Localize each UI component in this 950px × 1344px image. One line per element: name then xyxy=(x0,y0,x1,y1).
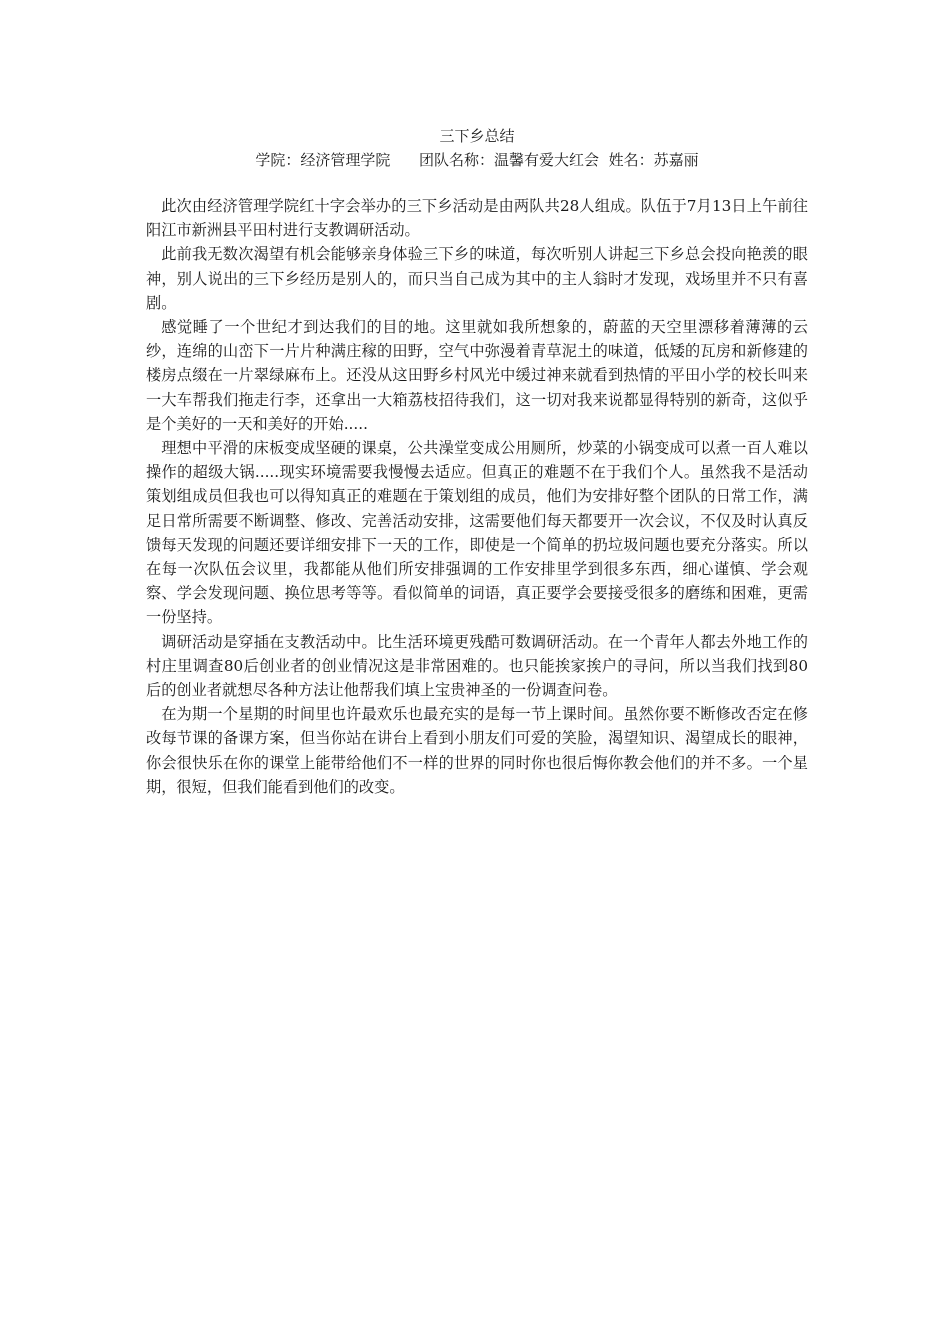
paragraph-5: 调研活动是穿插在支教活动中。比生活环境更残酷可数调研活动。在一个青年人都去外地工作的村庄里调查80后创业者的创业情况这是非常困难的。也只能挨家挨户的寻问，所以当我们找到80后的创业者就想尽各种方法让他帮我们填上宝贵神圣的一份调查问卷。 xyxy=(146,632,808,700)
paragraph-3: 感觉睡了一个世纪才到达我们的目的地。这里就如我所想象的，蔚蓝的天空里漂移着薄薄的云纱，连绵的山峦下一片片种满庄稼的田野，空气中弥漫着青草泥土的味道，低矮的瓦房和新修建的楼房点缀在一片翠绿麻布上。还没从这田野乡村风光中缓过神来就看到热情的平田小学的校长叫来一大车帮我们拖走行李，还拿出一大箱荔枝招待我们，这一切对我来说都显得特别的新奇，这似乎是个美好的一天和美好的开始..... xyxy=(146,318,808,433)
document-meta: 学院：经济管理学院 团队名称：温馨有爱大红会 姓名：苏嘉丽 xyxy=(255,151,699,169)
document-title: 三下乡总结 xyxy=(439,127,515,145)
paragraph-2: 此前我无数次渴望有机会能够亲身体验三下乡的味道，每次听别人讲起三下乡总会投向艳羡的眼神，别人说出的三下乡经历是别人的，而只当自己成为其中的主人翁时才发现，戏场里并不只有喜剧。 xyxy=(146,245,808,312)
document-page xyxy=(146,124,808,799)
paragraph-1: 此次由经济管理学院红十字会举办的三下乡活动是由两队共28人组成。队伍于7月13日上午前往阳江市新洲县平田村进行支教调研活动。 xyxy=(146,197,808,240)
paragraph-4: 理想中平滑的床板变成坚硬的课桌，公共澡堂变成公用厕所，炒菜的小锅变成可以煮一百人难以操作的超级大锅.....现实环境需要我慢慢去适应。但真正的难题不在于我们个人。虽然我不是活动策划组成员但我也可以得知真正的难题在于策划组的成员，他们为安排好整个团队的日常工作，满足日常所需要不断调整、修改、完善活动安排，这需要他们每天都要开一次会议，不仅及时认真反馈每天发现的问题还要详细安排下一天的工作，即使是一个简单的扔垃圾问题也要充分落实。所以在每一次队伍会议里，我都能从他们所安排强调的工作安排里学到很多东西，细心谨慎、学会观察、学会发现问题、换位思考等等。看似简单的词语，真正要学会要接受很多的磨练和困难，更需一份坚持。 xyxy=(146,439,808,627)
paragraph-6: 在为期一个星期的时间里也许最欢乐也最充实的是每一节上课时间。虽然你要不断修改否定在修改每节课的备课方案，但当你站在讲台上看到小朋友们可爱的笑脸，渴望知识、渴望成长的眼神，你会很快乐在你的课堂上能带给他们不一样的世界的同时你也很后悔你教会他们的并不多。一个星期，很短，但我们能看到他们的改变。 xyxy=(146,705,808,796)
